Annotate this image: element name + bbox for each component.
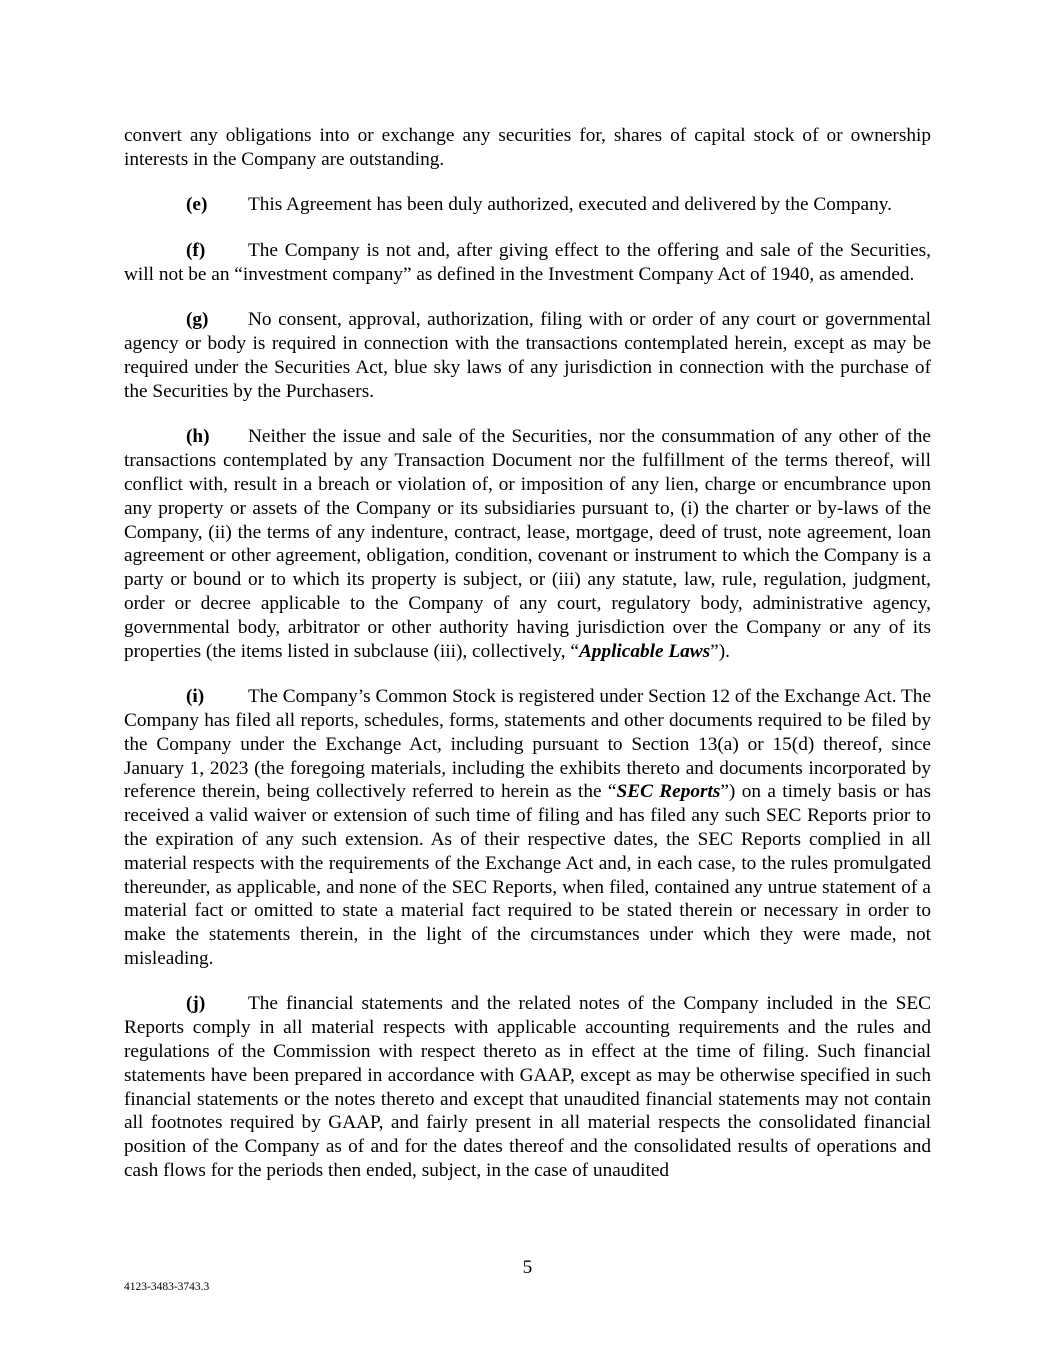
- continuation-paragraph: convert any obligations into or exchange any securities for, shares of capital stock of or ownership interests in the Company are outstanding.: [124, 125, 931, 170]
- clause-label: (g): [186, 309, 209, 331]
- clause-label: (j): [186, 993, 206, 1015]
- clause-label: (h): [186, 426, 210, 448]
- clause-j: [124, 992, 931, 1182]
- defined-term: SEC Reports: [616, 781, 721, 803]
- clause-label: (e): [186, 194, 208, 216]
- clause-text-end: ”) on a timely basis or has received a valid waiver or extension of such time of filing and has filed any such SEC Reports prior to the expiration of any such extension. As of their respective dates, the SEC Reports complied in all material respects with the requirements of the Exchange Act and, in each case, to the rules promulgated thereunder, as applicable, and none of the SEC Reports, when filed, contained any untrue statement of a material fact or omitted to state a material fact required to be stated therein or necessary in order to make the statements therein, in the light of the circumstances under which they were made, not misleading.: [124, 781, 931, 969]
- clause-i: [124, 685, 931, 971]
- clause-text-end: ”).: [710, 640, 730, 662]
- document-id: 4123-3483-3743.3: [124, 1281, 210, 1293]
- clause-h: [124, 425, 931, 663]
- clause-text: This Agreement has been duly authorized, executed and delivered by the Company.: [248, 194, 892, 216]
- page-number: 5: [522, 1257, 533, 1278]
- page-body: [124, 124, 931, 1183]
- clause-text: No consent, approval, authorization, filing with or order of any court or governmental agency or body is required in connection with the transactions contemplated herein, except as may be required under the Securities Act, blue sky laws of any jurisdiction in connection with the purchase of the Securities by the Purchasers.: [124, 309, 931, 402]
- clause-label: (f): [186, 239, 206, 261]
- clause-text: The Company’s Common Stock is registered under Section 12 of the Exchange Act. The Company has filed all reports, schedules, forms, statements and other documents required to be filed by the Company under the Exchange Act, including pursuant to Section 13(a) or 15(d) thereof, since January 1, 2023 (the foregoing materials, including the exhibits thereto and documents incorporated by reference therein, being collectively referred to herein as the “: [124, 686, 931, 803]
- clause-e: [124, 193, 931, 217]
- clause-text: The Company is not and, after giving effect to the offering and sale of the Securities, will not be an “investment company” as defined in the Investment Company Act of 1940, as amended.: [124, 239, 931, 285]
- clause-f: [124, 239, 931, 287]
- clause-label: (i): [186, 686, 205, 708]
- clause-text: Neither the issue and sale of the Securities, nor the consummation of any other of the transactions contemplated by any Transaction Document nor the fulfillment of the terms thereof, will conflict with, result in a breach or violation of, or imposition of any lien, charge or encumbrance upon any property or assets of the Company or its subsidiaries pursuant to, (i) the charter or by-laws of the Company, (ii) the terms of any indenture, contract, lease, mortgage, deed of trust, note agreement, loan agreement or other agreement, obligation, condition, covenant or instrument to which the Company is a party or bound or to which its property is subject, or (iii) any statute, law, rule, regulation, judgment, order or decree applicable to the Company of any court, regulatory body, administrative agency, governmental body, arbitrator or other authority having jurisdiction over the Company or any of its properties (the items listed in subclause (iii), collectively, “: [124, 426, 931, 662]
- defined-term: Applicable Laws: [578, 640, 711, 662]
- clause-g: [124, 308, 931, 403]
- clause-text: The financial statements and the related notes of the Company included in the SEC Reports comply in all material respects with applicable accounting requirements and the rules and regulations of the Commission with respect thereto as in effect at the time of filing. Such financial statements have been prepared in accordance with GAAP, except as may be otherwise specified in such financial statements or the notes thereto and except that unaudited financial statements may not contain all footnotes required by GAAP, and fairly present in all material respects the consolidated financial position of the Company as of and for the dates thereof and the consolidated results of operations and cash flows for the periods then ended, subject, in the case of unaudited: [124, 993, 931, 1182]
